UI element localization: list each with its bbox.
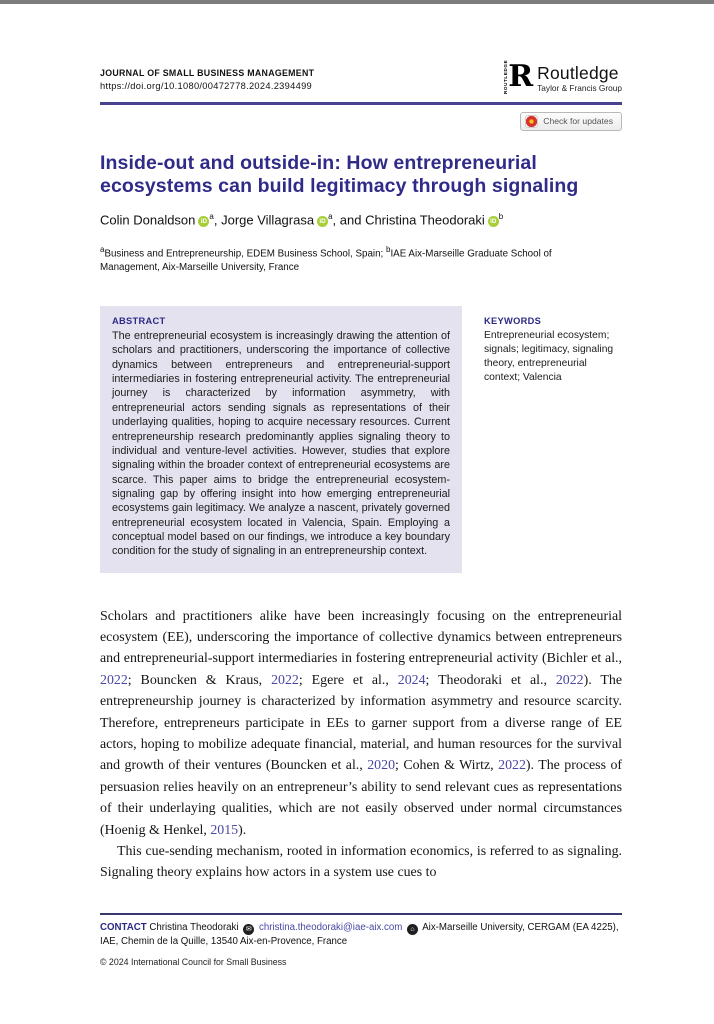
author-line: Colin Donaldson $iD^a$, Jorge Villagrasa $iD^a$, and Christina Theodoraki $iD^b$ xyxy=(100,211,504,227)
journal-name: JOURNAL OF SMALL BUSINESS MANAGEMENT xyxy=(100,68,315,78)
abstract-heading: ABSTRACT xyxy=(112,316,166,327)
orcid-icon[interactable]: iD xyxy=(488,216,499,227)
abstract-section xyxy=(100,306,622,573)
check-for-updates-button[interactable] xyxy=(520,112,622,131)
citation-link[interactable]: 2022 xyxy=(271,672,299,688)
article-body xyxy=(100,606,622,884)
author-name: Christina Theodoraki xyxy=(365,211,485,227)
journal-identification xyxy=(100,62,314,93)
journal-header xyxy=(100,59,622,94)
body-paragraph: Scholars and practitioners alike have been increasingly focusing on the entrepreneurial ecosystem (EE), underscoring the importance of collective dynamics between entrepreneurs and entrepreneurial-support intermediaries in fostering entrepreneurial activity (Bichler et al., 2022; Bouncken & Kraus, 2022; Egere et al., 2024; Theodoraki et al., 2022). The entrepreneurship journey is characterized by information asymmetry and resource scarcity. Therefore, entrepreneurs participate in EEs to garner support from a diverse range of EE actors, hoping to mobilize adequate financial, material, and human resources for the survival and growth of their ventures (Bouncken et al., 2020; Cohen & Wirtz, 2022). The process of persuasion relies heavily on an entrepreneur’s ability to send relevant cues as representations of their underlaying qualities, which are not easily observed under normal circumstances (Hoenig & Henkel, 2015). xyxy=(100,608,623,838)
contact-label: CONTACT xyxy=(100,921,147,933)
citation-link[interactable]: 2020 xyxy=(367,758,396,774)
publisher-name: Routledge xyxy=(537,63,619,83)
abstract-text: The entrepreneurial ecosystem is increasingly drawing the attention of scholars and practitioners, underscoring the importance of collective dynamics between entrepreneurs and entrepreneurial-support intermediaries in fostering entrepreneurial activity. The entrepreneurial journey is characterized by information asymmetry, with entrepreneurial actors sending signals as representations of their underlaying qualities, hoping to acquire necessary resources. Current entrepreneurship research predominantly applies signaling theory to individual and venture-level activities. However, studies that explore signaling within the broader context of entrepreneurial ecosystems are scarce. This paper aims to bridge the entrepreneurial ecosystem-signaling gap by offering insight into how emerging entrepreneurial ecosystems gain legitimacy. We analyze a nascent, privately governed entrepreneurial ecosystem located in Valencia, Spain. Employing a conceptual model based on our findings, we introduce a key boundary condition for the study of signaling in an entrepreneurship context. xyxy=(112,330,450,558)
author-name: Colin Donaldson xyxy=(100,211,196,227)
crossmark-icon xyxy=(525,115,538,128)
header-divider xyxy=(100,102,622,105)
citation-link[interactable]: 2022 xyxy=(498,758,526,774)
citation-link[interactable]: 2024 xyxy=(397,672,426,688)
contact-email-link[interactable]: christina.theodoraki@iae-aix.com xyxy=(258,921,403,933)
article-title: Inside-out and outside-in: How entrepreneurial ecosystems can build legitimacy through signaling xyxy=(100,151,579,197)
citation-link[interactable]: 2022 xyxy=(100,672,128,688)
check-for-updates-label: Check for updates xyxy=(543,116,613,126)
keywords-heading: KEYWORDS xyxy=(484,316,542,327)
author-affiliation-sup: b xyxy=(498,211,504,221)
routledge-mark xyxy=(503,59,534,94)
contact-name: Christina Theodoraki xyxy=(149,921,239,933)
doi-link[interactable]: https://doi.org/10.1080/00472778.2024.2394499 xyxy=(100,81,313,91)
contact-address: Aix-Marseille University, CERGAM (EA 4225), IAE, Chemin de la Quille, 13540 Aix-en-Provence, France xyxy=(100,921,619,948)
routledge-r-icon: R xyxy=(508,59,534,94)
keywords-text: Entrepreneurial ecosystem; signals; legitimacy, signaling theory, entrepreneurial context; Valencia xyxy=(484,330,614,384)
citation-link[interactable]: 2015 xyxy=(210,822,239,838)
footnote-divider xyxy=(100,913,622,915)
affiliations: $^a$Business and Entrepreneurship, EDEM Business School, Spain; $^b$IAE Aix-Marseille Graduate School of Management, Aix-Marseille University, France xyxy=(100,244,552,274)
routledge-wordmark xyxy=(537,62,622,93)
email-icon: ✉ xyxy=(243,924,254,935)
citation-link[interactable]: 2022 xyxy=(555,672,584,688)
author-name: Jorge Villagrasa xyxy=(221,211,315,227)
affiliation-sup: a xyxy=(100,244,105,254)
affiliation-sup: b xyxy=(386,244,391,254)
copyright-line: © 2024 International Council for Small Business xyxy=(100,956,287,967)
routledge-vertical-text: ROUTLEDGE xyxy=(503,59,509,94)
footnote-area xyxy=(100,913,622,967)
keywords-column xyxy=(484,306,622,573)
orcid-icon[interactable]: iD xyxy=(317,216,328,227)
body-paragraph: This cue-sending mechanism, rooted in information economics, is referred to as signaling. Signaling theory explains how actors in a system use cues to xyxy=(100,844,622,881)
publisher-group: Taylor & Francis Group xyxy=(537,83,622,93)
address-icon: ⌂ xyxy=(407,924,418,935)
routledge-logo xyxy=(503,59,622,94)
orcid-icon[interactable]: iD xyxy=(198,216,209,227)
abstract-box xyxy=(100,306,462,573)
contact-line xyxy=(100,921,622,950)
author-affiliation-sup: a xyxy=(209,211,214,221)
author-affiliation-sup: a xyxy=(328,211,333,221)
